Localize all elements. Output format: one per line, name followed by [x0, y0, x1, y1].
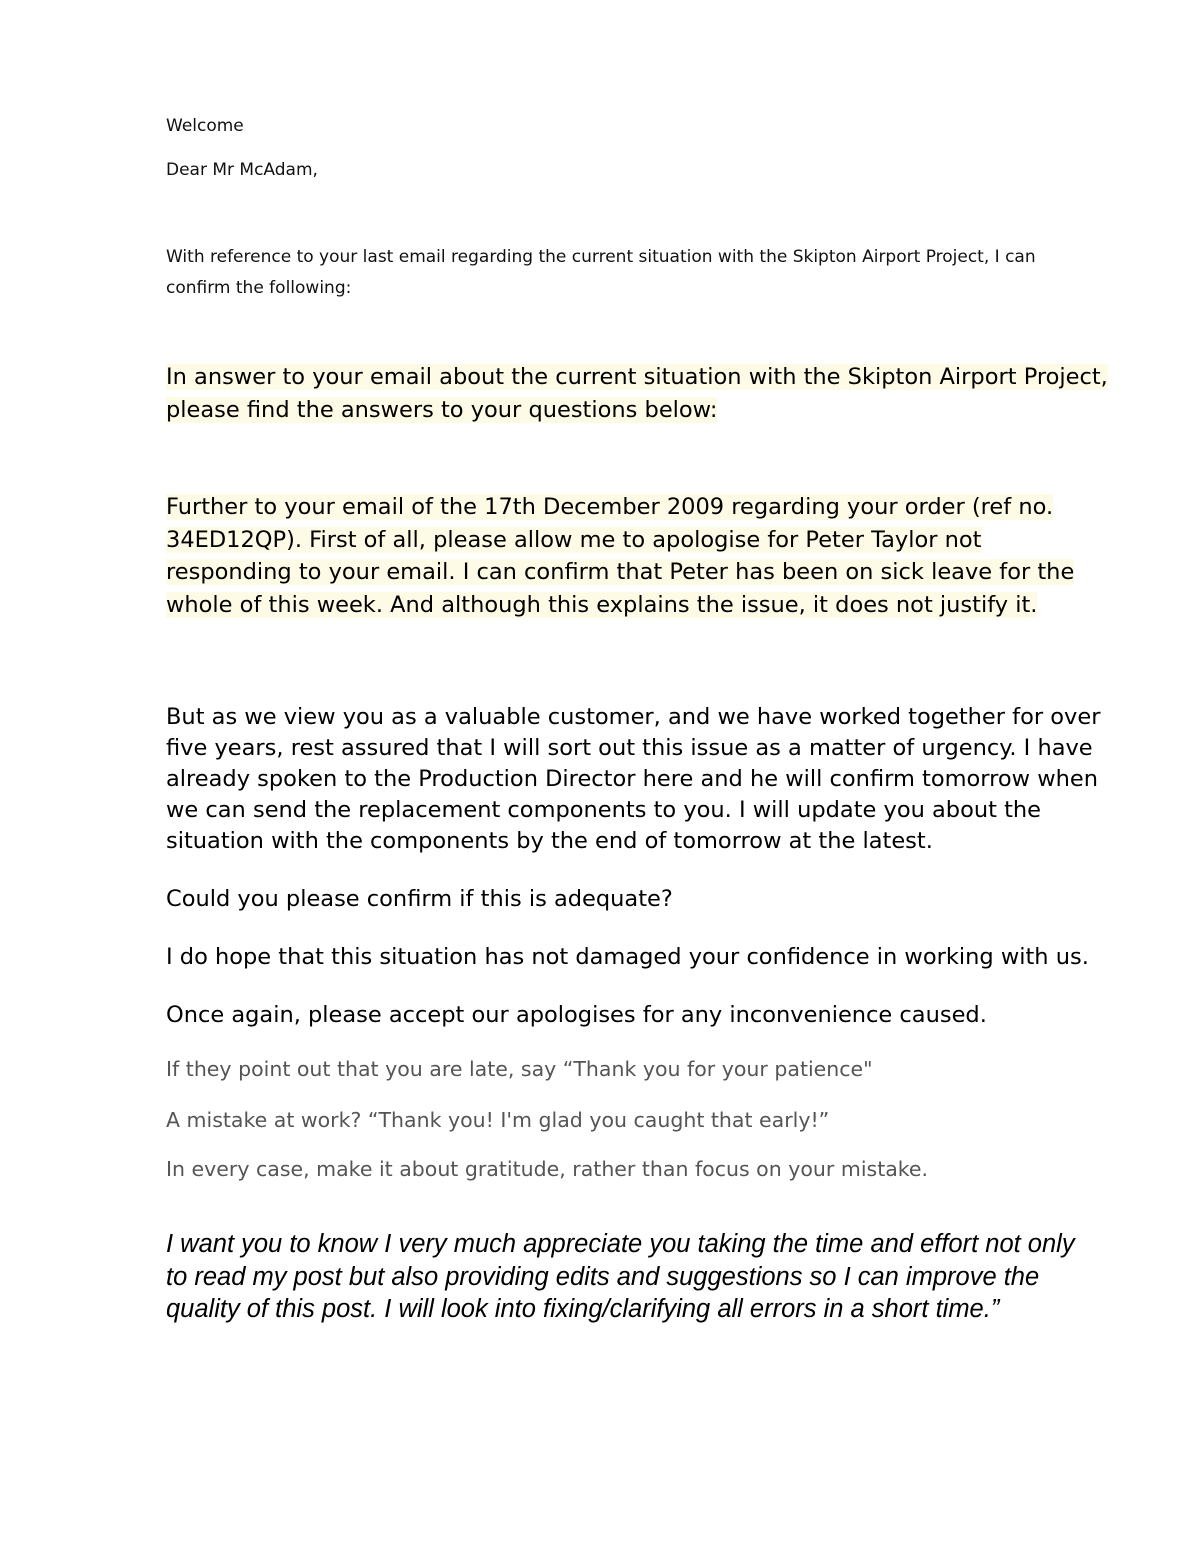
commitment-line: already spoken to the Production Director here and he will confirm tomorrow when [166, 766, 1099, 792]
further-line: 34ED12QP). First of all, please allow me to apologise for Peter Taylor not [166, 526, 982, 553]
commitment-line: But as we view you as a valuable customer, and we have worked together for over [166, 704, 1101, 730]
commitment-paragraph [166, 702, 1126, 857]
tip-mistake: A mistake at work? “Thank you! I'm glad you caught that early!” [166, 1108, 830, 1132]
hope-line: I do hope that this situation has not damaged your confidence in working with us. [166, 944, 1089, 970]
reference-paragraph [166, 242, 1126, 304]
answer-line: please find the answers to your questions below: [166, 396, 718, 423]
closing-paragraph [166, 1228, 1126, 1326]
further-paragraph [166, 491, 1126, 621]
reference-line: confirm the following: [166, 278, 352, 298]
apology-line: Once again, please accept our apologises for any inconvenience caused. [166, 1002, 987, 1028]
commitment-line: situation with the components by the end of tomorrow at the latest. [166, 828, 933, 854]
further-line: responding to your email. I can confirm that Peter has been on sick leave for the [166, 559, 1075, 585]
reference-line: With reference to your last email regarding the current situation with the Skipton Airport Project, I can [166, 247, 1036, 267]
welcome-heading: Welcome [166, 116, 244, 136]
answer-paragraph [166, 361, 1126, 426]
tip-late: If they point out that you are late, say “Thank you for your patience" [166, 1057, 873, 1081]
further-line: Further to your email of the 17th December 2009 regarding your order (ref no. [166, 494, 1054, 520]
closing-line: I want you to know I very much appreciate you taking the time and effort not only [166, 1230, 1075, 1258]
commitment-line: five years, rest assured that I will sort out this issue as a matter of urgency. I have [166, 735, 1093, 761]
commitment-line: we can send the replacement components to you. I will update you about the [166, 797, 1041, 823]
tip-gratitude: In every case, make it about gratitude, rather than focus on your mistake. [166, 1157, 929, 1181]
closing-line: to read my post but also providing edits and suggestions so I can improve the [166, 1262, 1040, 1291]
answer-line: In answer to your email about the current situation with the Skipton Airport Project, [166, 364, 1108, 390]
confirm-question: Could you please confirm if this is adequate? [166, 886, 673, 912]
closing-line: quality of this post. I will look into fixing/clarifying all errors in a short time.” [166, 1295, 1000, 1323]
salutation: Dear Mr McAdam, [166, 160, 318, 180]
further-line: whole of this week. And although this explains the issue, it does not justify it. [166, 591, 1038, 618]
